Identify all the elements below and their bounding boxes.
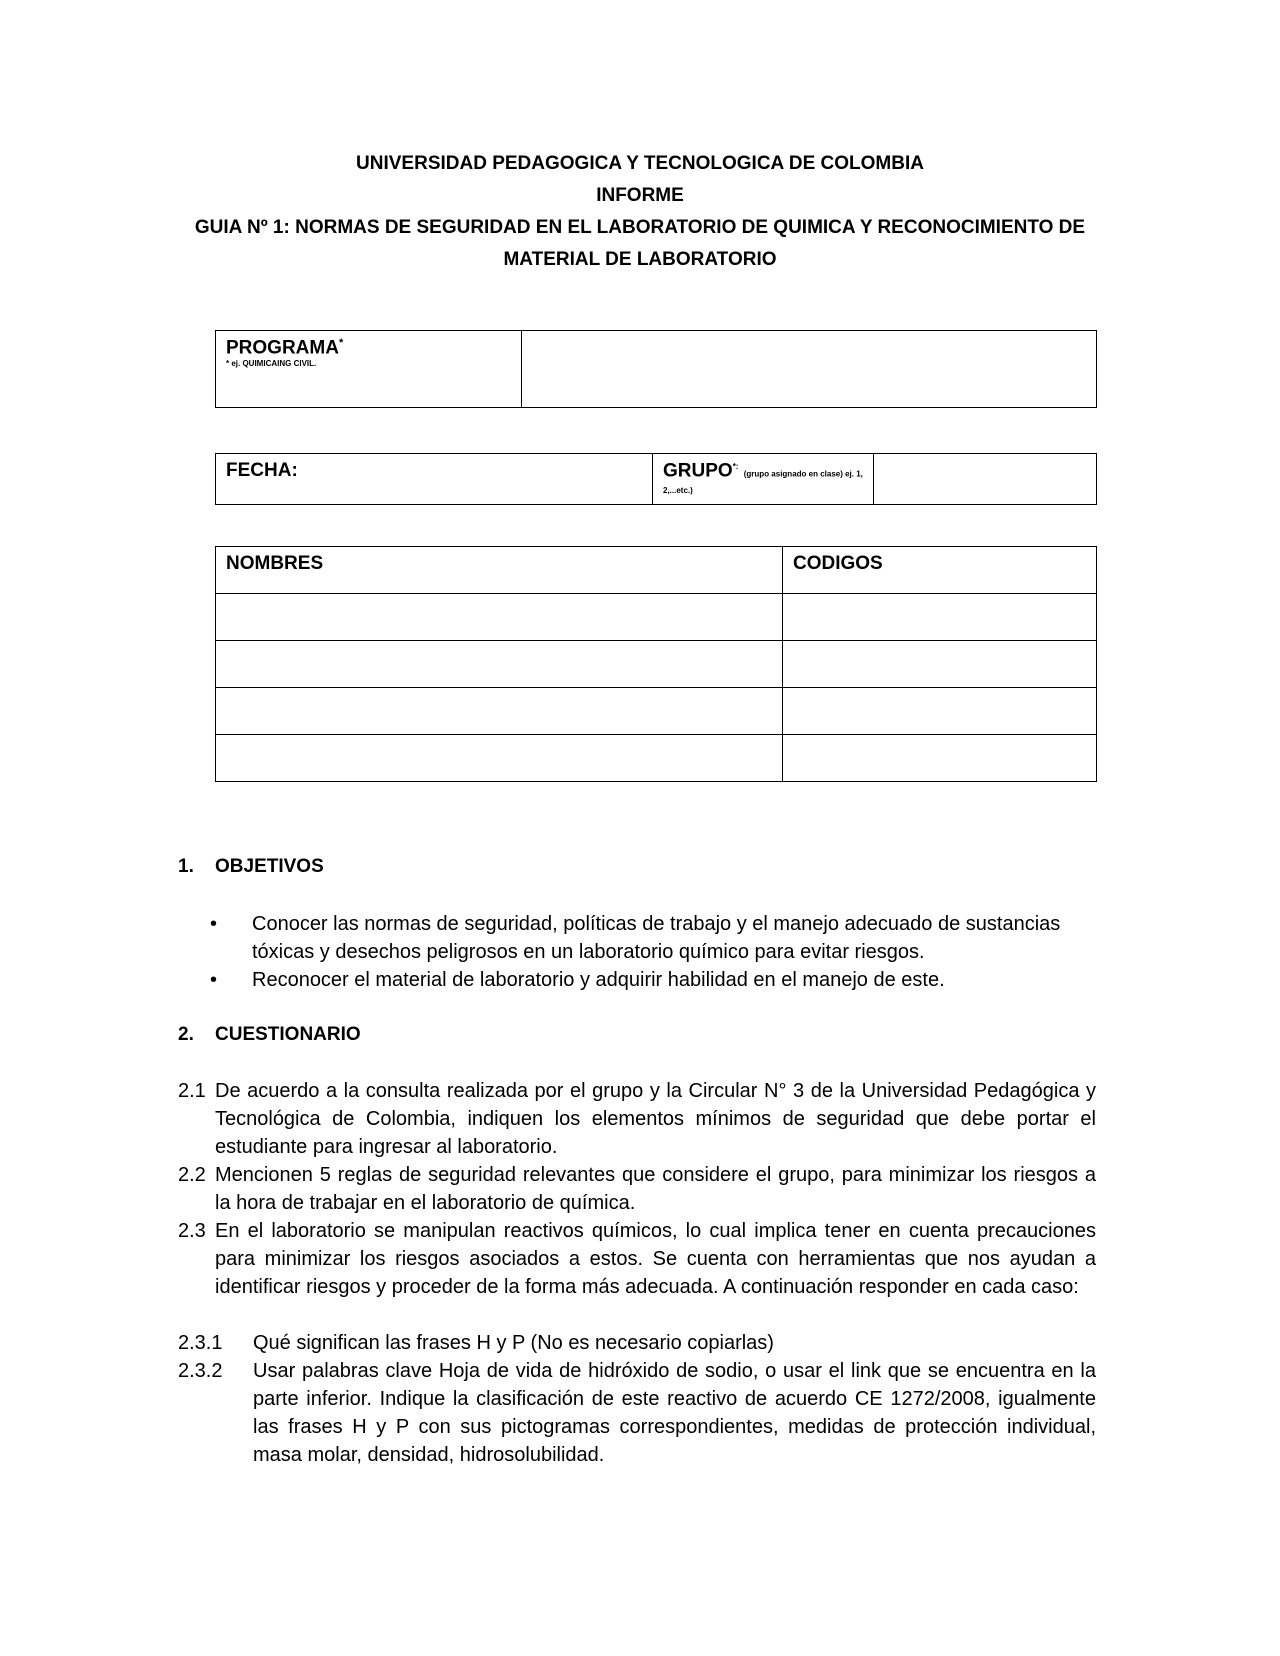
programa-note: * ej. QUIMICAING CIVIL. <box>226 359 317 369</box>
question-text: De acuerdo a la consulta realizada por el grupo y la Circular N° 3 de la Universidad Pedagógica y Tecnológica de Colombia, indiquen los elementos mínimos de seguridad que debe portar el estudiante para ingresar al laboratorio. <box>215 1080 1096 1158</box>
guide-title: GUIA Nº 1: NORMAS DE SEGURIDAD EN EL LABORATORIO DE QUIMICA Y RECONOCIMIENTO DE MATERIAL DE LABORATORIO <box>194 217 1086 270</box>
table-row <box>216 688 1097 735</box>
question-item <box>178 1077 1096 1161</box>
cuestionario-heading <box>178 1024 361 1046</box>
codigo-field[interactable] <box>783 688 1097 735</box>
question-text: En el laboratorio se manipulan reactivos químicos, lo cual implica tener en cuenta precauciones para minimizar los riesgos asociados a estos. Se cuenta con herramientas que nos ayudan a identificar riesgos y proceder de la forma más adecuada. A continuación responder en cada caso: <box>215 1220 1096 1298</box>
question-item <box>178 1217 1096 1301</box>
programa-label: PROGRAMA <box>226 337 339 359</box>
programa-asterisk: * <box>338 337 344 349</box>
question-text: Usar palabras clave Hoja de vida de hidróxido de sodio, o usar el link que se encuentra en la parte inferior. Indique la clasificación de este reactivo de acuerdo CE 1272/2008, igualmente las frases H y P con sus pictogramas correspondientes, medidas de protección individual, masa molar, densidad, hidrosolubilidad. <box>253 1360 1096 1466</box>
grupo-label-cell <box>653 454 874 505</box>
question-number: 2.1 <box>178 1080 206 1102</box>
cuestionario-title: CUESTIONARIO <box>215 1024 361 1045</box>
programa-value-field[interactable] <box>522 331 1097 408</box>
cuestionario-number: 2. <box>178 1024 194 1045</box>
objetivos-title: OBJETIVOS <box>215 856 324 877</box>
question-item <box>178 1161 1096 1217</box>
objetivo-text: Conocer las normas de seguridad, políticas de trabajo y el manejo adecuado de sustancias tóxicas y desechos peligrosos en un laboratorio químico para evitar riesgos. <box>252 913 1061 963</box>
nombre-field[interactable] <box>216 735 783 782</box>
fecha-grupo-table <box>215 453 1097 505</box>
bullet-icon: • <box>210 913 218 935</box>
nombre-field[interactable] <box>216 641 783 688</box>
question-text: Mencionen 5 reglas de seguridad relevantes que considere el grupo, para minimizar los riesgos a la hora de trabajar en el laboratorio de química. <box>215 1164 1096 1214</box>
question-number: 2.3.2 <box>178 1360 223 1382</box>
programa-table <box>215 330 1097 408</box>
codigo-field[interactable] <box>783 594 1097 641</box>
university-title: UNIVERSIDAD PEDAGOGICA Y TECNOLOGICA DE COLOMBIA <box>356 153 924 174</box>
objetivos-heading <box>178 856 324 878</box>
question-number: 2.3 <box>178 1220 206 1242</box>
question-number: 2.3.1 <box>178 1332 223 1354</box>
objetivos-number: 1. <box>178 856 194 877</box>
fecha-label: FECHA: <box>226 460 298 481</box>
table-header-row <box>216 547 1097 594</box>
report-title: INFORME <box>596 185 684 206</box>
nombre-field[interactable] <box>216 594 783 641</box>
codigo-field[interactable] <box>783 735 1097 782</box>
grupo-value-field[interactable] <box>874 454 1097 505</box>
list-item <box>210 910 1095 966</box>
grupo-label: GRUPO <box>663 460 733 482</box>
question-number: 2.2 <box>178 1164 206 1186</box>
programa-label-cell <box>216 331 522 408</box>
grupo-asterisk: *: <box>732 462 739 471</box>
question-item <box>178 1357 1096 1469</box>
nombres-header: NOMBRES <box>216 547 783 594</box>
bullet-icon: • <box>210 969 218 991</box>
codigo-field[interactable] <box>783 641 1097 688</box>
table-row <box>216 641 1097 688</box>
codigos-header: CODIGOS <box>783 547 1097 594</box>
document-header <box>0 148 1280 276</box>
table-row <box>216 594 1097 641</box>
grupo-note: (grupo asignado en clase) ej. 1, 2,...etc.) <box>663 469 863 496</box>
list-item <box>210 966 1095 994</box>
question-text: Qué significan las frases H y P (No es necesario copiarlas) <box>253 1332 774 1354</box>
question-item <box>178 1329 1096 1357</box>
objetivo-text: Reconocer el material de laboratorio y adquirir habilidad en el manejo de este. <box>252 969 945 991</box>
nombre-field[interactable] <box>216 688 783 735</box>
fecha-field[interactable] <box>216 454 653 505</box>
table-row <box>216 735 1097 782</box>
nombres-codigos-table <box>215 546 1097 782</box>
